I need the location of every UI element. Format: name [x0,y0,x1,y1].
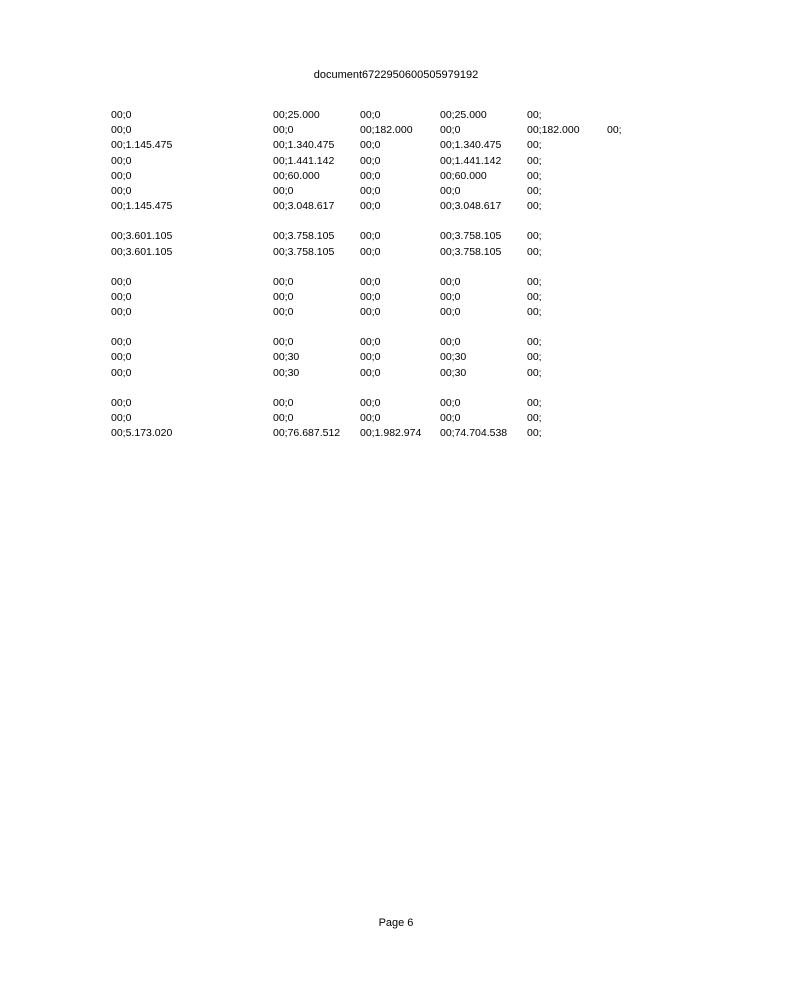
table-cell: 00;0 [440,412,461,424]
table-cell: 00;30 [440,366,467,379]
table-cell: 00;0 [111,154,132,167]
table-cell: 00; [527,427,542,440]
table-row [111,366,671,381]
table-cell: 00;182.000 [360,124,413,137]
table-cell: 00;25.000 [440,109,487,121]
table-cell: 00;0 [360,366,381,379]
table-cell: 00;74.704.538 [440,427,508,440]
table-cell: 00; [527,139,542,152]
table-cell: 00; [527,245,542,258]
table-cell: 00;0 [273,290,294,303]
table-row [111,411,671,426]
table-row [111,184,671,199]
table-cell: 00;0 [111,366,132,379]
table-cell: 00;182.000 [527,124,580,137]
table-cell: 00; [527,275,542,288]
table-cell: 00; [527,200,542,213]
table-cell: 00;0 [360,336,381,349]
table-cell: 00;0 [440,306,461,319]
table-row [111,108,671,123]
table-cell: 00;0 [273,396,294,409]
table-cell: 00;0 [360,154,381,167]
table-row [111,335,671,350]
table-cell: 00; [527,154,542,167]
table-cell: 00;76.687.512 [273,427,341,440]
table-cell: 00;3.758.105 [273,245,335,258]
table-cell: 00;1.145.475 [111,200,173,213]
table-cell: 00;0 [360,245,381,258]
table-row [111,275,671,290]
table-cell: 00; [527,290,542,303]
row-group [111,335,671,381]
table-cell: 00;0 [440,396,461,409]
table-cell: 00;0 [360,109,381,121]
table-cell: 00;0 [273,412,294,424]
table-cell: 00;1.340.475 [440,139,502,152]
table-cell: 00;60.000 [273,169,320,182]
table-cell: 00;0 [273,306,294,319]
table-cell: 00;0 [111,169,132,182]
table-row [111,169,671,184]
table-cell: 00;0 [440,336,461,349]
table-cell: 00;1.982.974 [360,427,422,440]
table-cell: 00;1.441.142 [440,154,502,167]
table-cell: 00;0 [111,290,132,303]
table-cell: 00;0 [360,396,381,409]
table-cell: 00; [527,396,542,409]
table-row [111,426,671,441]
table-cell: 00;3.601.105 [111,230,173,243]
table-cell: 00;0 [273,184,294,197]
table-cell: 00;0 [440,184,461,197]
table-cell: 00; [527,336,542,349]
table-cell: 00;1.441.142 [273,154,335,167]
table-cell: 00;0 [273,336,294,349]
table-cell: 00;0 [111,306,132,319]
table-cell: 00;0 [111,336,132,349]
table-cell: 00;3.048.617 [440,200,502,213]
row-group [111,396,671,442]
table-cell: 00;0 [360,306,381,319]
table-row [111,245,671,260]
table-cell: 00;0 [360,412,381,424]
table-cell: 00;0 [440,124,461,137]
table-cell: 00;30 [273,351,300,364]
table-cell: 00;0 [360,275,381,288]
table-cell: 00; [527,306,542,319]
table-row [111,396,671,411]
row-group [111,108,671,214]
table-cell: 00;5.173.020 [111,427,173,440]
table-cell: 00; [607,124,622,137]
table-row [111,290,671,305]
table-cell: 00; [527,366,542,379]
table-cell: 00; [527,184,542,197]
table-cell: 00;0 [360,200,381,213]
table-row [111,199,671,214]
table-cell: 00;30 [440,351,467,364]
table-cell: 00;0 [111,109,132,121]
table-cell: 00;0 [360,351,381,364]
table-cell: 00;3.048.617 [273,200,335,213]
table-cell: 00;3.758.105 [440,230,502,243]
row-group [111,275,671,321]
table-cell: 00;3.601.105 [111,245,173,258]
table-cell: 00; [527,351,542,364]
table-cell: 00;0 [111,184,132,197]
table-cell: 00;3.758.105 [440,245,502,258]
table-row [111,138,671,153]
table-cell: 00;0 [440,290,461,303]
table-cell: 00;0 [111,124,132,137]
table-cell: 00;1.145.475 [111,139,173,152]
data-table [111,108,671,441]
table-cell: 00;60.000 [440,169,487,182]
table-cell: 00;3.758.105 [273,230,335,243]
table-cell: 00;25.000 [273,109,320,121]
table-cell: 00; [527,109,542,121]
table-cell: 00;0 [111,351,132,364]
table-cell: 00;0 [360,290,381,303]
table-cell: 00;0 [360,169,381,182]
table-cell: 00;0 [273,124,294,137]
table-cell: 00;0 [360,139,381,152]
table-cell: 00;1.340.475 [273,139,335,152]
table-cell: 00;0 [111,275,132,288]
table-cell: 00; [527,169,542,182]
table-cell: 00;0 [273,275,294,288]
table-cell: 00;0 [111,412,132,424]
table-row [111,229,671,244]
row-group [111,229,671,259]
table-row [111,305,671,320]
table-row [111,123,671,138]
table-cell: 00;0 [360,230,381,243]
table-cell: 00;0 [440,275,461,288]
table-row [111,350,671,365]
table-cell: 00; [527,230,542,243]
table-cell: 00; [527,412,542,424]
table-cell: 00;0 [111,396,132,409]
table-row [111,154,671,169]
page-number: Page 6 [378,917,414,929]
table-cell: 00;30 [273,366,300,379]
document-title: document6722950600505979192 [313,69,479,81]
table-cell: 00;0 [360,184,381,197]
